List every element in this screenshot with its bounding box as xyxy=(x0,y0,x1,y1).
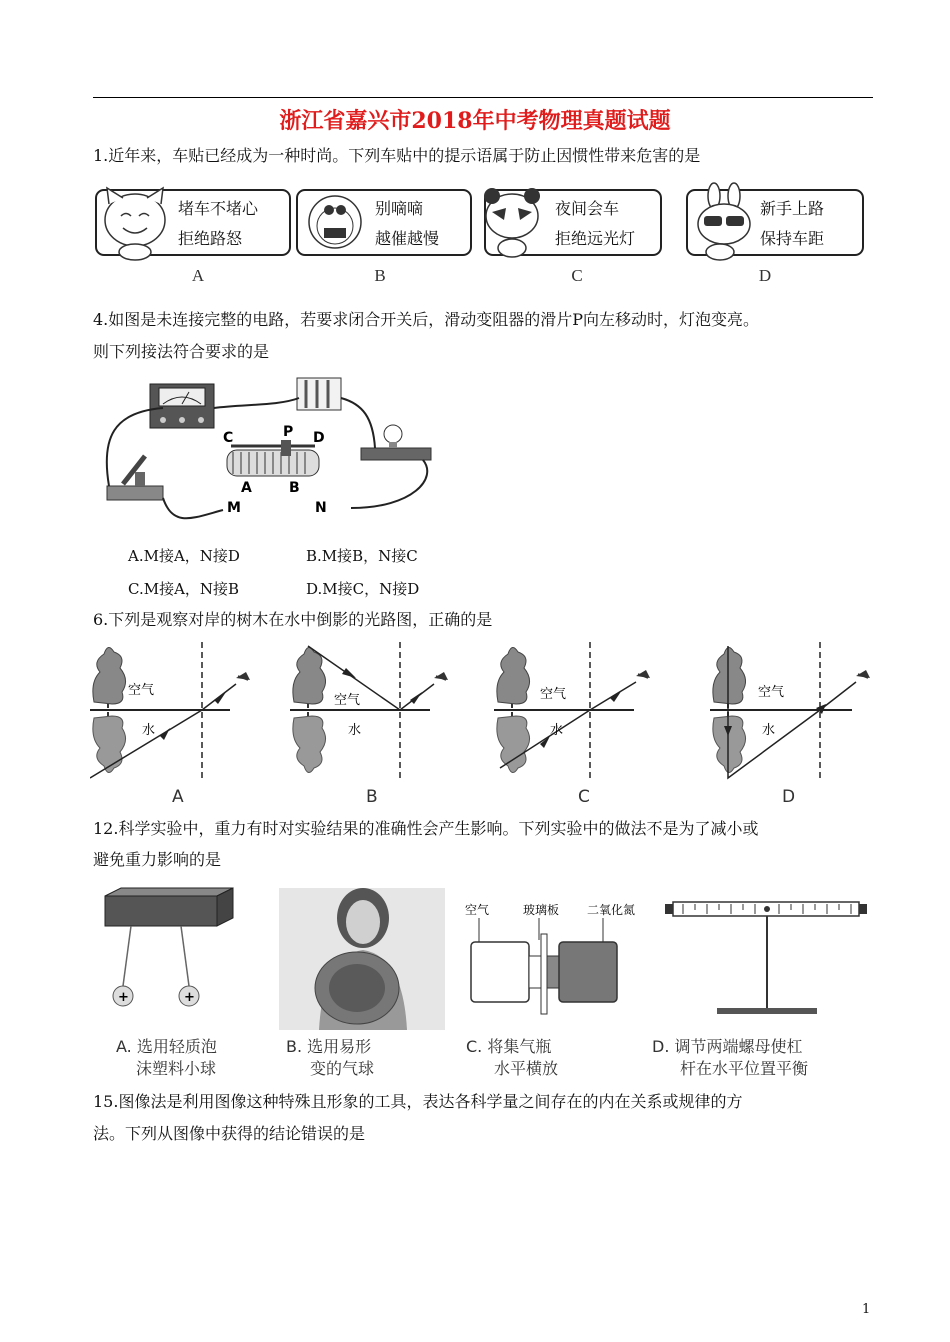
rheostat-icon xyxy=(227,440,319,476)
question-1-text: 1.近年来，车贴已经成为一种时尚。下列车贴中的提示语属于防止因惯性带来危害的是 xyxy=(93,146,701,165)
page-number: 1 xyxy=(862,1302,871,1317)
diagram-b-label: B xyxy=(366,787,378,807)
air-label: 空气 xyxy=(540,687,567,702)
diagram-d xyxy=(710,642,870,807)
sticker-b-line1: 别嘀嘀 xyxy=(375,199,424,218)
sticker-d-line1: 新手上路 xyxy=(760,199,825,218)
sticker-c-label: C xyxy=(571,266,583,285)
caption-a-line2: 沫塑料小球 xyxy=(136,1059,217,1078)
experiment-d-lever xyxy=(665,902,867,1014)
question-12-line2: 避免重力影响的是 xyxy=(93,850,222,869)
diagram-a-label: A xyxy=(172,787,184,807)
air-label: 空气 xyxy=(128,683,155,698)
caption-c-line2: 水平横放 xyxy=(494,1059,559,1078)
nitrogen-dioxide-label: 二氧化氮 xyxy=(587,903,636,917)
question-6-text: 6.下列是观察对岸的树木在水中倒影的光路图，正确的是 xyxy=(93,610,493,629)
experiment-images xyxy=(93,880,873,1030)
caption-b-line2: 变的气球 xyxy=(310,1059,375,1078)
experiment-b-photo xyxy=(279,888,445,1030)
caption-d-line1: D. 调节两端螺母使杠 xyxy=(652,1037,803,1056)
circuit-diagram xyxy=(93,368,438,528)
experiment-a xyxy=(105,888,233,1006)
sticker-b-line2: 越催越慢 xyxy=(375,229,440,248)
experiment-c xyxy=(465,902,635,1014)
slider-p-label: P xyxy=(283,424,294,440)
switch-icon xyxy=(107,456,163,500)
charge-plus-label: + xyxy=(118,990,129,1005)
air-label: 空气 xyxy=(465,903,490,917)
reflection-diagrams xyxy=(90,642,870,812)
water-label: 水 xyxy=(348,723,362,738)
diagram-b xyxy=(290,642,448,807)
wire-m-label: M xyxy=(227,500,241,516)
sticker-d-line2: 保持车距 xyxy=(760,229,825,248)
page-title: 浙江省嘉兴市2018年中考物理真题试题 xyxy=(279,108,671,134)
question-15-line2: 法。下列从图像中获得的结论错误的是 xyxy=(93,1124,366,1143)
panda-icon xyxy=(478,182,546,262)
diagram-d-label: D xyxy=(782,787,796,807)
ammeter-icon xyxy=(150,384,214,428)
question-15-line1: 15.图像法是利用图像这种特殊且形象的工具，表达各科学量之间存在的内在关系或规律的方 xyxy=(93,1092,743,1111)
charge-plus-label: + xyxy=(184,990,195,1005)
diagram-c xyxy=(494,642,650,807)
sticker-c-line2: 拒绝远光灯 xyxy=(555,229,636,248)
water-label: 水 xyxy=(142,723,156,738)
question-4-line1: 4.如图是未连接完整的电路，若要求闭合开关后，滑动变阻器的滑片P向左移动时，灯泡变亮。 xyxy=(93,310,760,329)
caption-c-line1: C. 将集气瓶 xyxy=(466,1037,552,1056)
cat-cartoon-icon xyxy=(95,182,175,262)
doraemon-icon xyxy=(304,192,366,254)
sticker-c-line1: 夜间会车 xyxy=(555,199,620,218)
q4-option-a: A.M接A，N接D xyxy=(128,547,240,565)
q4-option-b: B.M接B，N接C xyxy=(306,547,418,565)
terminal-a-label: A xyxy=(241,480,252,496)
sticker-a-line1: 堵车不堵心 xyxy=(178,199,259,218)
battery-icon xyxy=(297,378,341,410)
caption-d-line2: 杆在水平位置平衡 xyxy=(680,1059,809,1078)
water-label: 水 xyxy=(762,723,776,738)
terminal-d-label: D xyxy=(313,430,325,446)
sticker-d-label: D xyxy=(758,266,772,285)
rabbit-sunglasses-icon xyxy=(690,182,758,262)
water-label: 水 xyxy=(550,723,564,738)
q4-option-d: D.M接C，N接D xyxy=(306,580,420,598)
question-12-line1: 12.科学实验中，重力有时对实验结果的准确性会产生影响。下列实验中的做法不是为了减小或 xyxy=(93,819,759,838)
header-rule xyxy=(93,97,873,98)
question-4-line2: 则下列接法符合要求的是 xyxy=(93,342,270,361)
wire-n-label: N xyxy=(315,500,327,516)
glass-plate-label: 玻璃板 xyxy=(523,903,560,917)
air-label: 空气 xyxy=(334,693,361,708)
diagram-a xyxy=(90,642,250,807)
air-label: 空气 xyxy=(758,685,785,700)
sticker-b-label: B xyxy=(374,266,386,285)
caption-a-line1: A. 选用轻质泡 xyxy=(116,1037,217,1056)
terminal-c-label: C xyxy=(223,430,234,446)
q4-option-c: C.M接A，N接B xyxy=(128,580,240,598)
sticker-a-label: A xyxy=(191,266,205,285)
diagram-c-label: C xyxy=(578,787,590,807)
caption-b-line1: B. 选用易形 xyxy=(286,1037,372,1056)
sticker-a-line2: 拒绝路怒 xyxy=(178,229,243,248)
terminal-b-label: B xyxy=(289,480,300,496)
